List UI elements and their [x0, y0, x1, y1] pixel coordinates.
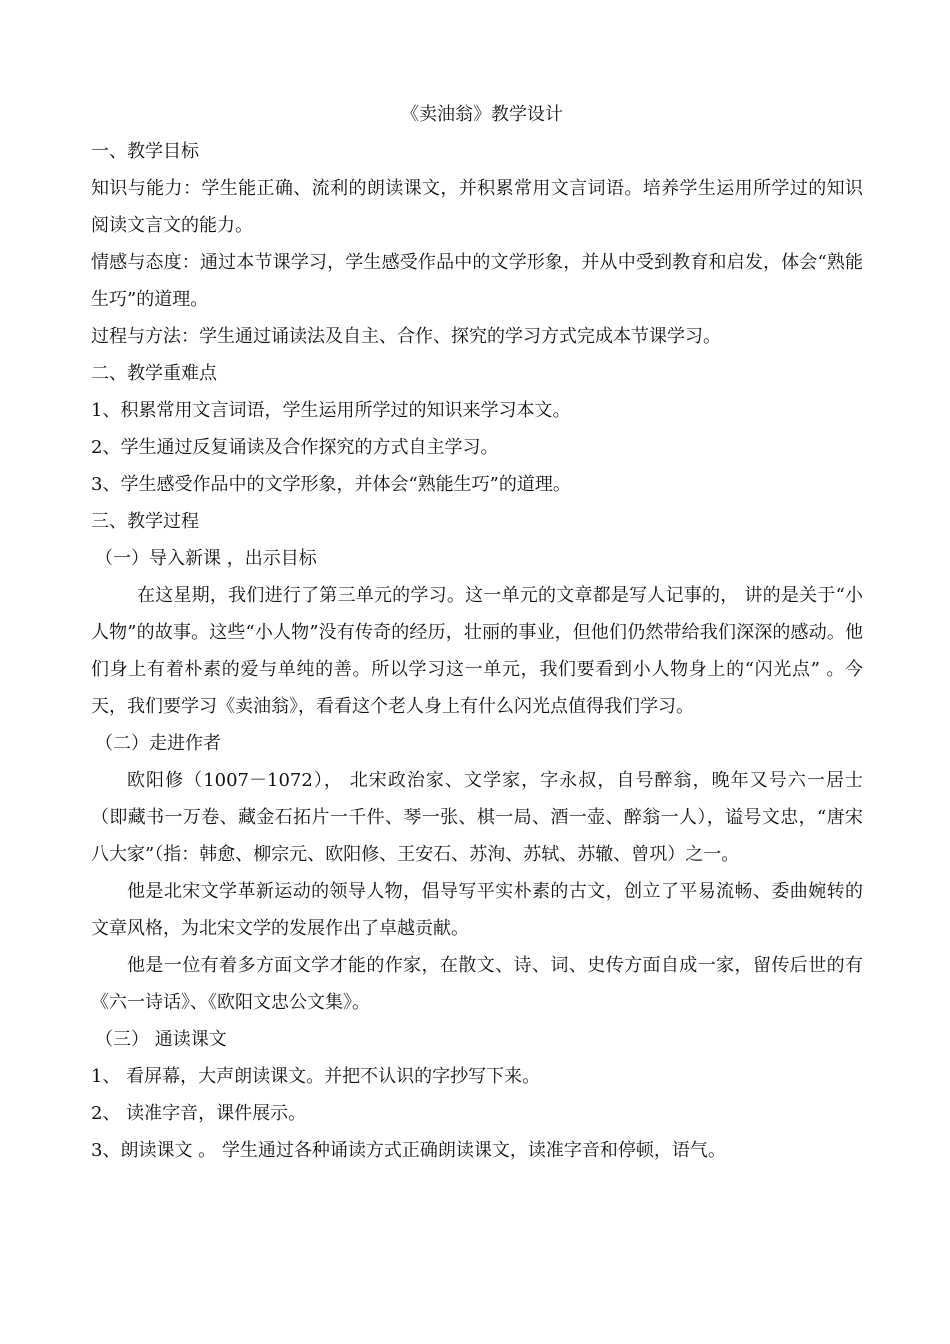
list-item-key-point-2: 2、学生通过反复诵读及合作探究的方式自主学习。: [91, 437, 499, 458]
paragraph-emotion-attitude: 情感与态度：通过本节课学习，学生感受作品中的文学形象，并从中受到教育和启发，体会“熟能生巧”的道理。: [91, 252, 863, 310]
list-item-key-point-1: 1、积累常用文言词语，学生运用所学过的知识来学习本文。: [91, 400, 571, 421]
subheading-introduction: （一）导入新课 ，出示目标: [95, 548, 317, 569]
paragraph-process-method: 过程与方法：学生通过诵读法及自主、合作、探究的学习方式完成本节课学习。: [91, 326, 721, 347]
document-page: [91, 96, 863, 1169]
paragraph-author-leadership: 他是北宋文学革新运动的领导人物，倡导写平实朴素的古文，创立了平易流畅、委曲婉转的文章风格，为北宋文学的发展作出了卓越贡献。: [91, 881, 863, 939]
subheading-reading: （三） 通读课文: [95, 1029, 227, 1050]
paragraph-introduction: 在这星期，我们进行了第三单元的学习。这一单元的文章都是写人记事的， 讲的是关于“小人物”的故事。这些“小人物”没有传奇的经历，壮丽的事业，但他们仍然带给我们深深的感动。他们身上有着朴素的爱与单纯的善。所以学习这一单元，我们要看到小人物身上的“闪光点” 。今天，我们要学习《卖油翁》，看看这个老人身上有什么闪光点值得我们学习。: [91, 585, 863, 717]
list-item-reading-2: 2、 读准字音，课件展示。: [91, 1103, 307, 1124]
list-item-key-point-3: 3、学生感受作品中的文学形象，并体会“熟能生巧”的道理。: [91, 474, 571, 495]
subheading-author: （二）走进作者: [95, 733, 221, 754]
paragraph-author-works: 他是一位有着多方面文学才能的作家，在散文、诗、词、史传方面自成一家，留传后世的有《六一诗话》、《欧阳文忠公文集》。: [91, 955, 863, 1013]
paragraph-knowledge-ability: 知识与能力：学生能正确、流利的朗读课文，并积累常用文言词语。培养学生运用所学过的知识阅读文言文的能力。: [91, 178, 863, 236]
section-heading-process: 三、教学过程: [91, 511, 199, 532]
section-heading-key-points: 二、教学重难点: [91, 363, 217, 384]
section-heading-objectives: 一、教学目标: [91, 141, 199, 162]
paragraph-author-bio: 欧阳修（1007－1072）， 北宋政治家、文学家，字永叔，自号醉翁，晚年又号六一居士（即藏书一万卷、藏金石拓片一千件、琴一张、棋一局、酒一壶、醉翁一人），谥号文忠，“唐宋八大家”（指：韩愈、柳宗元、欧阳修、王安石、苏洵、苏轼、苏辙、曾巩）之一。: [91, 770, 863, 865]
document-title: 《卖油翁》教学设计: [401, 104, 563, 125]
list-item-reading-1: 1、 看屏幕，大声朗读课文。并把不认识的字抄写下来。: [91, 1066, 541, 1087]
list-item-reading-3: 3、朗读课文 。 学生通过各种诵读方式正确朗读课文，读准字音和停顿，语气。: [91, 1140, 726, 1161]
